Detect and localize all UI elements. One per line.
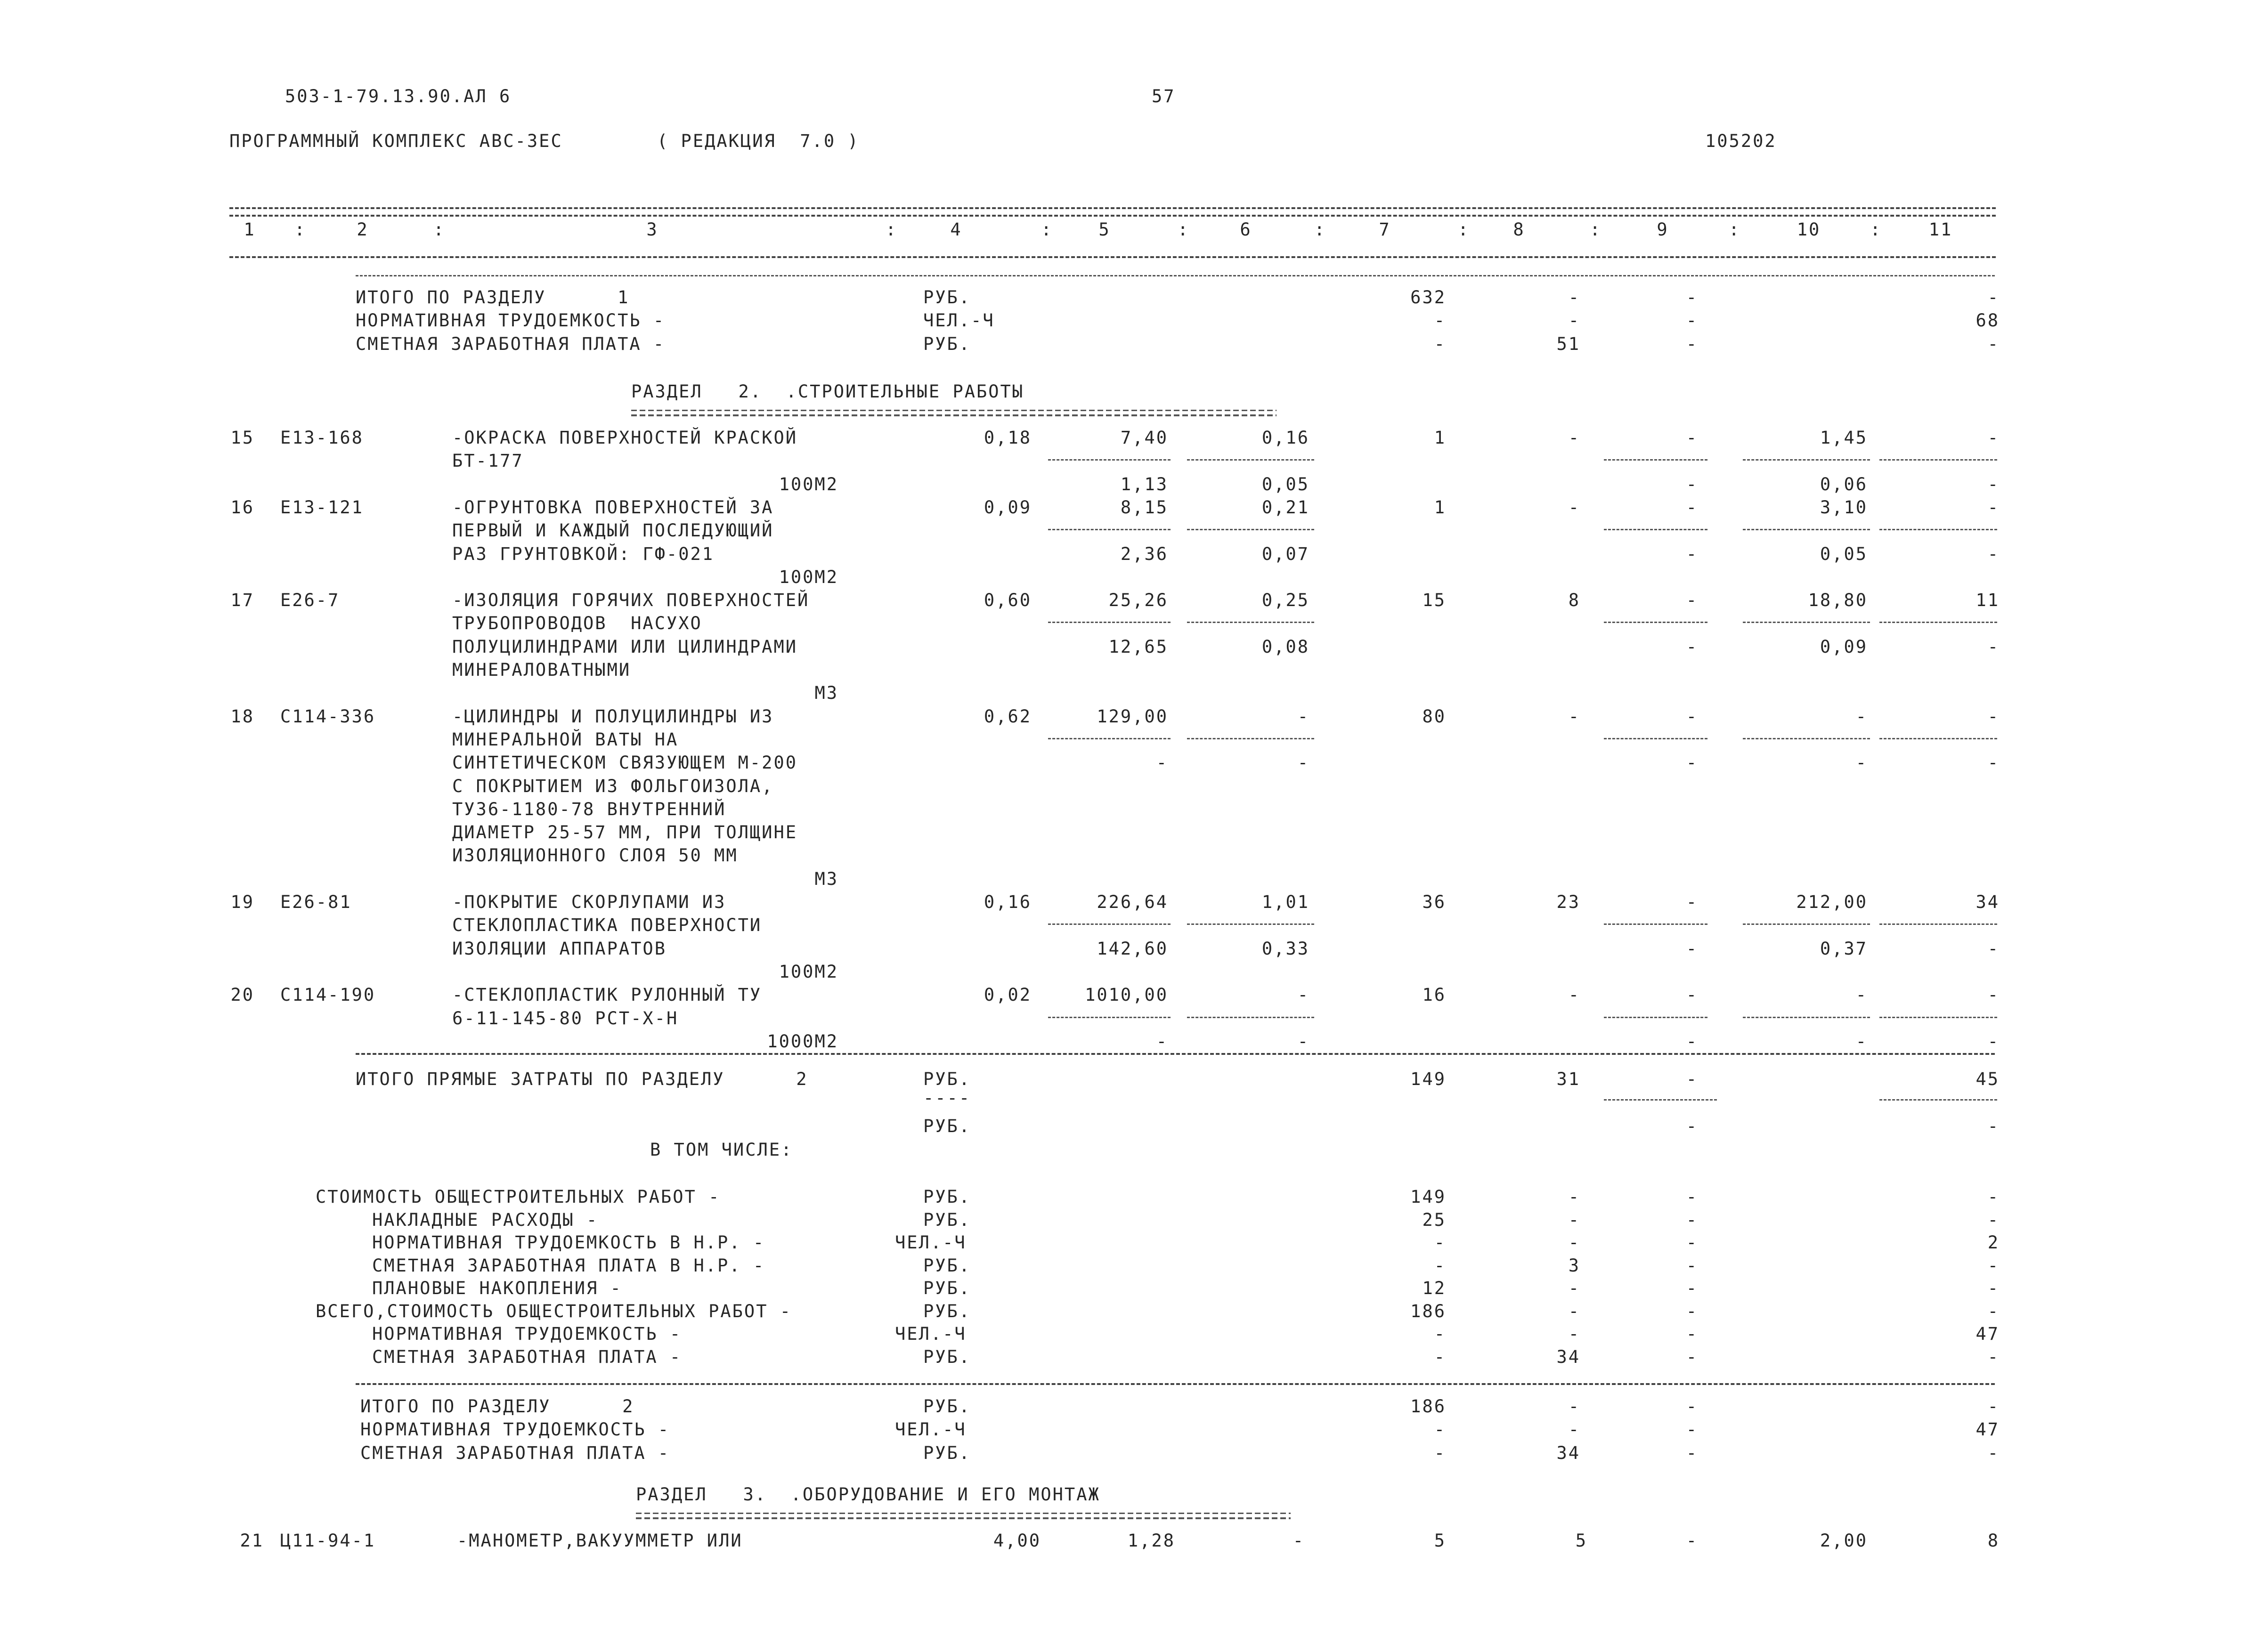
total-c11: 68 [1976,310,2000,331]
item-c7: 1 [1434,497,1446,518]
item-sub-rule [1048,1017,1171,1018]
column-number: 4 [950,219,962,240]
item-unit: М3 [814,683,838,704]
breakdown-label: СМЕТНАЯ ЗАРАБОТНАЯ ПЛАТА В Н.Р. - [372,1255,765,1276]
item-sub-rule [1187,1017,1314,1018]
item-c5: 1010,00 [1085,985,1168,1005]
item-qty: 0,16 [984,892,1032,912]
breakdown-label: НОРМАТИВНАЯ ТРУДОЕМКОСТЬ В Н.Р. - [372,1232,765,1253]
item-sub-rule [1604,738,1707,739]
item-c11: 34 [1976,892,2000,912]
item-c6-sub: - [1297,1031,1309,1052]
item-description: -ИЗОЛЯЦИЯ ГОРЯЧИХ ПОВЕРХНОСТЕЙ [452,590,810,611]
breakdown-label: ПЛАНОВЫЕ НАКОПЛЕНИЯ - [372,1278,622,1298]
item-c9: - [1686,428,1698,448]
breakdown-c11: - [1987,1346,2000,1367]
item-qty: 0,09 [984,497,1032,518]
item-sub-rule [1743,738,1870,739]
column-separator: : [294,219,307,240]
breakdown-c7: - [1434,1324,1446,1344]
item-c9: - [1686,1531,1698,1551]
direct-costs-sub-rule [1604,1099,1717,1101]
item-c11-sub: - [1987,753,2000,773]
total-c11: 47 [1976,1419,2000,1440]
column-separator: : [1729,219,1741,240]
item-description: -ПОКРЫТИЕ СКОРЛУПАМИ ИЗ [452,892,726,912]
item-number: 20 [230,985,254,1005]
column-separator: : [1041,219,1053,240]
breakdown-unit: РУБ. [923,1255,971,1276]
total-c8: - [1568,287,1580,308]
breakdown-c8: - [1568,1232,1580,1253]
breakdown-c9: - [1686,1255,1698,1276]
direct-costs-c7: 149 [1410,1069,1446,1089]
item-c8: - [1568,985,1580,1005]
total-c11: - [1987,1396,2000,1417]
item-sub-rule [1879,459,1997,461]
item-c5: 7,40 [1120,428,1168,448]
section1-rule [356,275,1995,276]
column-number: 1 [244,219,256,240]
item-qty: 4,00 [993,1531,1041,1551]
item-c6-sub: - [1297,753,1309,773]
total-c8: - [1568,1396,1580,1417]
item-c7: 80 [1422,706,1446,727]
breakdown-c8: 34 [1556,1346,1580,1367]
item-description: ИЗОЛЯЦИОННОГО СЛОЯ 50 ММ [452,845,738,866]
item-description: -ОГРУНТОВКА ПОВЕРХНОСТЕЙ ЗА [452,497,774,518]
item-c7: 15 [1422,590,1446,611]
direct-costs-c8: 31 [1556,1069,1580,1089]
item-c6-sub: 0,05 [1261,474,1309,494]
item-c5-sub: 142,60 [1097,938,1168,959]
item-c9: - [1686,985,1698,1005]
item-qty: 0,62 [984,706,1032,727]
item-c5-sub: 1,13 [1120,474,1168,494]
item-c11-sub: - [1987,543,2000,564]
total-c8: 34 [1556,1442,1580,1463]
item-sub-rule [1048,738,1171,739]
column-separator: : [1590,219,1602,240]
breakdown-c9: - [1686,1232,1698,1253]
item-c11-sub: - [1987,474,2000,494]
item-c11: - [1987,706,2000,727]
breakdown-c11: - [1987,1255,2000,1276]
doc-id: 105202 [1705,131,1777,151]
item-code: Е13-121 [280,497,364,518]
total-c8: 51 [1556,333,1580,354]
breakdown-unit: РУБ. [923,1209,971,1230]
total-c9: - [1686,1419,1698,1440]
item-c7: 1 [1434,428,1446,448]
breakdown-unit: РУБ. [923,1278,971,1298]
item-c10: 1,45 [1820,428,1868,448]
breakdown-c7: - [1434,1255,1446,1276]
item-c6: - [1297,985,1309,1005]
column-number: 3 [646,219,659,240]
item-c6-sub: 0,08 [1261,636,1309,657]
total-c11: - [1987,1442,2000,1463]
column-separator: : [1870,219,1882,240]
table-top-rule-2 [229,215,1996,217]
breakdown-c8: - [1568,1187,1580,1207]
item-c10: 18,80 [1808,590,1868,611]
item-sub-rule [1187,622,1314,623]
breakdown-c9: - [1686,1187,1698,1207]
item-c5-sub: - [1156,1031,1168,1052]
total-c9: - [1686,1396,1698,1417]
total-unit: РУБ. [923,1442,971,1463]
item-c6: - [1297,706,1309,727]
column-separator: : [433,219,446,240]
item-description: ТУ36-1180-78 ВНУТРЕННИЙ [452,799,726,819]
item-sub-rule [1604,622,1707,623]
item-c5: 8,15 [1120,497,1168,518]
item-c6: - [1293,1531,1305,1551]
item-description: МИНЕРАЛОВАТНЫМИ [452,660,631,680]
total-label: СМЕТНАЯ ЗАРАБОТНАЯ ПЛАТА - [356,333,666,354]
direct-costs-label: ИТОГО ПРЯМЫЕ ЗАТРАТЫ ПО РАЗДЕЛУ 2 [356,1069,808,1089]
item-c11-sub: - [1987,1031,2000,1052]
breakdown-c11: - [1987,1278,2000,1298]
item-code: Е26-7 [280,590,340,611]
total-c11: - [1987,333,2000,354]
item-c10-sub: - [1855,1031,1868,1052]
column-number: 11 [1928,219,1953,240]
item-sub-rule [1879,923,1997,925]
item-c9-sub: - [1686,938,1698,959]
header-bottom-rule [229,256,1996,258]
item-unit: 1000М2 [767,1031,838,1052]
item-description: РАЗ ГРУНТОВКОЙ: ГФ-021 [452,543,715,564]
total-unit: ЧЕЛ.-Ч [895,1419,967,1440]
item-c9: - [1686,497,1698,518]
item-sub-rule [1743,459,1870,461]
item-qty: 0,02 [984,985,1032,1005]
breakdown-c8: - [1568,1301,1580,1321]
item-description: -ОКРАСКА ПОВЕРХНОСТЕЙ КРАСКОЙ [452,428,798,448]
direct-costs-c11b: - [1987,1116,2000,1136]
item-unit: М3 [814,868,838,889]
section3-title: РАЗДЕЛ 3. .ОБОРУДОВАНИЕ И ЕГО МОНТАЖ [636,1484,1100,1505]
item-c6-sub: 0,33 [1261,938,1309,959]
item-description: -ЦИЛИНДРЫ И ПОЛУЦИЛИНДРЫ ИЗ [452,706,774,727]
total-c8: - [1568,1419,1580,1440]
breakdown-c9: - [1686,1209,1698,1230]
item-c9-sub: - [1686,1031,1698,1052]
item-c5: 129,00 [1097,706,1168,727]
item-sub-rule [1187,459,1314,461]
item-c10: 2,00 [1820,1531,1868,1551]
breakdown-c9: - [1686,1301,1698,1321]
total-unit: РУБ. [923,1396,971,1417]
item-sub-rule [1048,923,1171,925]
breakdown-label: НОРМАТИВНАЯ ТРУДОЕМКОСТЬ - [372,1324,682,1344]
breakdown-c7: - [1434,1346,1446,1367]
item-c10: - [1855,985,1868,1005]
breakdown-c11: 2 [1987,1232,2000,1253]
item-number: 17 [230,590,254,611]
direct-costs-unit-dash: ---- [923,1088,971,1108]
breakdown-c11: - [1987,1301,2000,1321]
item-c11: - [1987,985,2000,1005]
item-description: БТ-177 [452,451,524,471]
total-unit: РУБ. [923,333,971,354]
total-unit: ЧЕЛ.-Ч [923,310,995,331]
item-number: 19 [230,892,254,912]
item-description: СТЕКЛОПЛАСТИКА ПОВЕРХНОСТИ [452,915,762,936]
total-label: СМЕТНАЯ ЗАРАБОТНАЯ ПЛАТА - [360,1442,670,1463]
direct-costs-unit2: РУБ. [923,1116,971,1136]
item-c11: 11 [1976,590,2000,611]
item-c9: - [1686,590,1698,611]
total-c7: - [1434,333,1446,354]
direct-costs-unit: РУБ. [923,1069,971,1089]
item-c6: 0,21 [1261,497,1309,518]
total-c9: - [1686,333,1698,354]
item-c5-sub: - [1156,753,1168,773]
item-description: -СТЕКЛОПЛАСТИК РУЛОННЫЙ ТУ [452,985,762,1005]
column-number: 9 [1657,219,1669,240]
item-description: СИНТЕТИЧЕСКОМ СВЯЗУЮЩЕМ М-200 [452,753,798,773]
item-code: Ц11-94-1 [280,1531,376,1551]
item-c10-sub: 0,05 [1820,543,1868,564]
item-sub-rule [1743,923,1870,925]
item-c10-sub: - [1855,753,1868,773]
program-edition: ( РЕДАКЦИЯ 7.0 ) [657,131,860,151]
column-separator: : [1314,219,1326,240]
total-c11: - [1987,287,2000,308]
total-c8: - [1568,310,1580,331]
total-c7: 632 [1410,287,1446,308]
item-c11: 8 [1987,1531,2000,1551]
item-c6: 1,01 [1261,892,1309,912]
section2-title-underline [631,410,1276,416]
item-c9: - [1686,706,1698,727]
breakdown-c7: 25 [1422,1209,1446,1230]
item-sub-rule [1048,622,1171,623]
item-sub-rule [1879,1017,1997,1018]
page-number: 57 [1152,86,1176,106]
breakdown-c7: 12 [1422,1278,1446,1298]
direct-costs-c9b: - [1686,1116,1698,1136]
column-separator: : [886,219,898,240]
breakdown-c8: - [1568,1324,1580,1344]
item-description: ТРУБОПРОВОДОВ НАСУХО [452,613,702,634]
item-c5: 1,28 [1127,1531,1175,1551]
total-c7: - [1434,310,1446,331]
item-c7: 36 [1422,892,1446,912]
direct-costs-c11: 45 [1976,1069,2000,1089]
breakdown-unit: РУБ. [923,1301,971,1321]
breakdown-c7: 186 [1410,1301,1446,1321]
breakdown-c11: - [1987,1209,2000,1230]
item-c10-sub: 0,09 [1820,636,1868,657]
item-c10-sub: 0,37 [1820,938,1868,959]
breakdown-c11: 47 [1976,1324,2000,1344]
item-description: ДИАМЕТР 25-57 ММ, ПРИ ТОЛЩИНЕ [452,822,798,843]
breakdown-unit: ЧЕЛ.-Ч [895,1232,967,1253]
item-description: 6-11-145-80 РСТ-Х-Н [452,1008,679,1028]
breakdown-c9: - [1686,1324,1698,1344]
breakdown-label: ВСЕГО,СТОИМОСТЬ ОБЩЕСТРОИТЕЛЬНЫХ РАБОТ - [316,1301,792,1321]
column-separator: : [1178,219,1190,240]
total-label: НОРМАТИВНАЯ ТРУДОЕМКОСТЬ - [360,1419,670,1440]
item-c9: - [1686,892,1698,912]
column-number: 2 [357,219,369,240]
item-sub-rule [1879,738,1997,739]
item-code: С114-336 [280,706,376,727]
item-qty: 0,60 [984,590,1032,611]
item-qty: 0,18 [984,428,1032,448]
item-number: 21 [240,1531,264,1551]
item-c5: 25,26 [1108,590,1168,611]
item-c10-sub: 0,06 [1820,474,1868,494]
item-c8: 5 [1575,1531,1587,1551]
item-c5: 226,64 [1097,892,1168,912]
direct-costs-sub-rule [1879,1099,1997,1101]
item-description: С ПОКРЫТИЕМ ИЗ ФОЛЬГОИЗОЛА, [452,776,774,796]
item-c9-sub: - [1686,636,1698,657]
item-c11-sub: - [1987,636,2000,657]
total-label: НОРМАТИВНАЯ ТРУДОЕМКОСТЬ - [356,310,666,331]
breakdown-c8: 3 [1568,1255,1580,1276]
item-c7: 5 [1434,1531,1446,1551]
breakdown-c8: - [1568,1209,1580,1230]
breakdown-unit: ЧЕЛ.-Ч [895,1324,967,1344]
breakdown-c11: - [1987,1187,2000,1207]
item-c8: 8 [1568,590,1580,611]
item-sub-rule [1048,529,1171,530]
total-label: ИТОГО ПО РАЗДЕЛУ 1 [356,287,630,308]
item-c6: 0,16 [1261,428,1309,448]
item-sub-rule [1187,738,1314,739]
column-number: 7 [1379,219,1391,240]
column-number: 6 [1240,219,1252,240]
item-code: Е26-81 [280,892,352,912]
item-sub-rule [1604,529,1707,530]
breakdown-c9: - [1686,1346,1698,1367]
item-unit: 100М2 [779,567,838,587]
total-c9: - [1686,287,1698,308]
total-c7: - [1434,1442,1446,1463]
item-c7: 16 [1422,985,1446,1005]
section3-title-underline [636,1513,1291,1519]
column-number: 8 [1513,219,1525,240]
item-code: С114-190 [280,985,376,1005]
item-c11-sub: - [1987,938,2000,959]
item-c11: - [1987,428,2000,448]
table-top-rule [229,207,1996,209]
item-c8: - [1568,428,1580,448]
item-sub-rule [1879,622,1997,623]
direct-costs-rule [356,1053,1995,1055]
total-label: ИТОГО ПО РАЗДЕЛУ 2 [360,1396,634,1417]
item-sub-rule [1187,923,1314,925]
section2-totals-rule [356,1383,1995,1385]
item-description: ИЗОЛЯЦИИ АППАРАТОВ [452,938,667,959]
item-c9-sub: - [1686,474,1698,494]
item-sub-rule [1048,459,1171,461]
item-c11: - [1987,497,2000,518]
breakdown-label: СТОИМОСТЬ ОБЩЕСТРОИТЕЛЬНЫХ РАБОТ - [316,1187,721,1207]
column-number: 5 [1098,219,1111,240]
breakdown-c8: - [1568,1278,1580,1298]
column-separator: : [1458,219,1470,240]
including-label: В ТОМ ЧИСЛЕ: [650,1140,793,1160]
item-c10: 212,00 [1796,892,1868,912]
item-description: МИНЕРАЛЬНОЙ ВАТЫ НА [452,729,679,750]
item-sub-rule [1743,622,1870,623]
item-c8: 23 [1556,892,1580,912]
item-c10: - [1855,706,1868,727]
item-sub-rule [1604,923,1707,925]
item-unit: 100М2 [779,961,838,982]
item-sub-rule [1743,529,1870,530]
item-number: 15 [230,428,254,448]
program-name: ПРОГРАММНЫЙ КОМПЛЕКС АВС-3ЕС [229,131,563,151]
item-description: ПЕРВЫЙ И КАЖДЫЙ ПОСЛЕДУЮЩИЙ [452,520,774,541]
item-c9-sub: - [1686,753,1698,773]
item-number: 16 [230,497,254,518]
item-sub-rule [1604,459,1707,461]
total-c9: - [1686,310,1698,331]
total-c7: 186 [1410,1396,1446,1417]
item-sub-rule [1743,1017,1870,1018]
item-unit: 100М2 [779,474,838,494]
item-number: 18 [230,706,254,727]
total-unit: РУБ. [923,287,971,308]
item-sub-rule [1604,1017,1707,1018]
item-code: Е13-168 [280,428,364,448]
item-c8: - [1568,706,1580,727]
item-c6-sub: 0,07 [1261,543,1309,564]
breakdown-c9: - [1686,1278,1698,1298]
item-c8: - [1568,497,1580,518]
breakdown-label: НАКЛАДНЫЕ РАСХОДЫ - [372,1209,599,1230]
item-c5-sub: 12,65 [1108,636,1168,657]
item-c5-sub: 2,36 [1120,543,1168,564]
item-c6: 0,25 [1261,590,1309,611]
item-description: -МАНОМЕТР,ВАКУУММЕТР ИЛИ [457,1531,743,1551]
section2-title: РАЗДЕЛ 2. .СТРОИТЕЛЬНЫЕ РАБОТЫ [631,381,1024,402]
breakdown-label: СМЕТНАЯ ЗАРАБОТНАЯ ПЛАТА - [372,1346,682,1367]
item-c9-sub: - [1686,543,1698,564]
total-c7: - [1434,1419,1446,1440]
item-description: ПОЛУЦИЛИНДРАМИ ИЛИ ЦИЛИНДРАМИ [452,636,798,657]
item-c10: 3,10 [1820,497,1868,518]
column-number: 10 [1797,219,1821,240]
breakdown-c7: 149 [1410,1187,1446,1207]
item-sub-rule [1879,529,1997,530]
breakdown-c7: - [1434,1232,1446,1253]
breakdown-unit: РУБ. [923,1187,971,1207]
breakdown-unit: РУБ. [923,1346,971,1367]
item-sub-rule [1187,529,1314,530]
direct-costs-c9: - [1686,1069,1698,1089]
total-c9: - [1686,1442,1698,1463]
doc-code: 503-1-79.13.90.АЛ 6 [285,86,512,106]
